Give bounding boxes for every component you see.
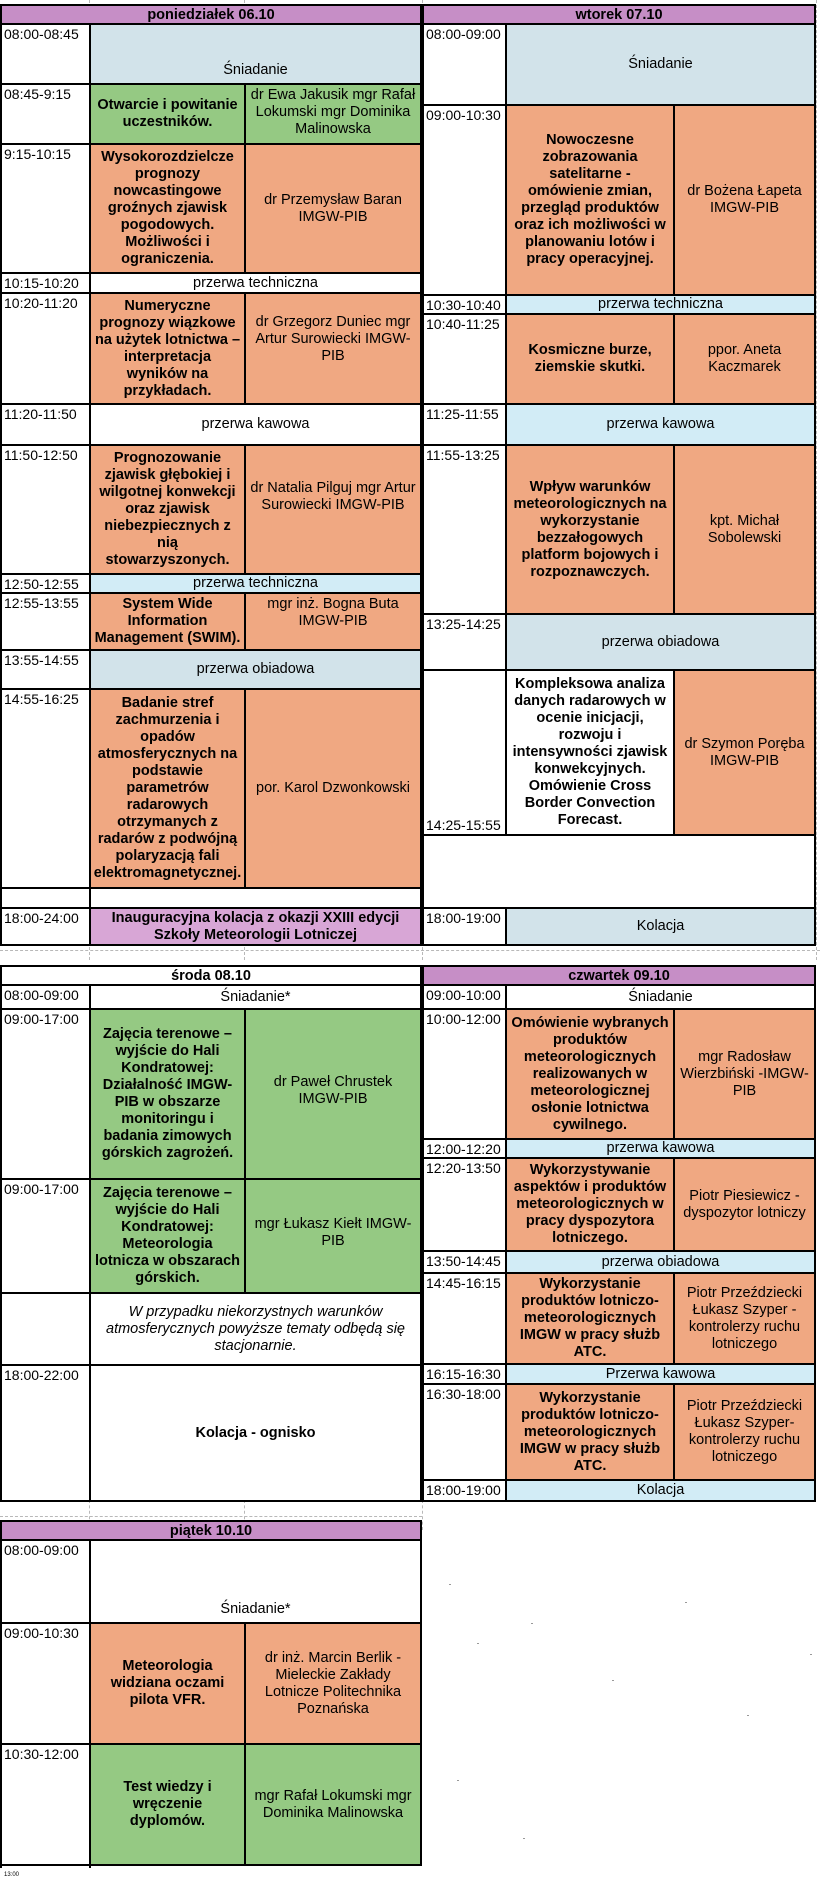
event-title: Numeryczne prognozy wiązkowe na użytek lotnictwa – interpretacja wyników na przykładach.	[89, 292, 246, 405]
time-cell: 10:30-12:00	[0, 1743, 91, 1866]
time-cell: 11:20-11:50	[0, 403, 91, 446]
time-cell: 09:00-10:30	[422, 104, 507, 296]
event-bonfire-dinner: Kolacja - ognisko	[89, 1364, 422, 1502]
time-cell: 16:15-16:30	[422, 1363, 507, 1385]
event-title: Meteorologia widziana oczami pilota VFR.	[89, 1622, 246, 1745]
event-speaker: mgr Łukasz Kiełt IMGW-PIB	[244, 1178, 422, 1294]
event-dinner: Kolacja	[505, 1479, 816, 1502]
event-speaker: mgr Radosław Wierzbiński -IMGW-PIB	[673, 1008, 816, 1140]
event-break: przerwa techniczna	[89, 573, 422, 594]
event-coffee-break: przerwa kawowa	[505, 1138, 816, 1159]
time-cell: 08:45-9:15	[0, 83, 91, 145]
time-cell: 11:55-13:25	[422, 444, 507, 615]
time-cell: 14:45-16:15	[422, 1272, 507, 1365]
time-cell: 9:15-10:15	[0, 143, 91, 274]
event-lunch-break: przerwa obiadowa	[505, 1250, 816, 1274]
time-cell: 13:00	[0, 1864, 91, 1868]
event-speaker: dr Paweł Chrustek IMGW-PIB	[244, 1008, 422, 1180]
time-cell: 09:00-10:30	[0, 1622, 91, 1745]
time-cell: 18:00-19:00	[422, 1479, 507, 1502]
weather-note: W przypadku niekorzystnych warunków atmosferycznych powyższe tematy odbędą się stacjonarnie.	[89, 1292, 422, 1366]
day-header-tuesday: wtorek 07.10	[422, 4, 816, 25]
empty-cell	[0, 887, 91, 909]
time-cell: 18:00-24:00	[0, 907, 91, 946]
time-cell: 09:00-10:00	[422, 984, 507, 1010]
time-cell: 10:15-10:20	[0, 272, 91, 294]
time-cell: 10:00-12:00	[422, 1008, 507, 1140]
time-cell: 12:55-13:55	[0, 592, 91, 651]
event-title: Wpływ warunków meteorologicznych na wykorzystanie bezzałogowych platform bojowych i rozpoznawczych.	[505, 444, 675, 615]
event-speaker: mgr Rafał Lokumski mgr Dominika Malinowska	[244, 1743, 422, 1866]
event-speaker: dr Grzegorz Duniec mgr Artur Surowiecki IMGW-PIB	[244, 292, 422, 405]
time-cell: 13:25-14:25	[422, 613, 507, 671]
event-title: Omówienie wybranych produktów meteorologicznych realizowanych w meteorologicznej osłonie lotnictwa cywilnego.	[505, 1008, 675, 1140]
time-cell: 14:55-16:25	[0, 688, 91, 889]
empty-cell	[0, 1292, 91, 1366]
time-cell: 08:00-09:00	[0, 984, 91, 1010]
time-cell: 13:55-14:55	[0, 649, 91, 690]
time-cell: 18:00-22:00	[0, 1364, 91, 1502]
day-header-wednesday: środa 08.10	[0, 965, 422, 986]
event-coffee-break: przerwa kawowa	[505, 403, 816, 446]
event-title: Zajęcia terenowe – wyjście do Hali Kondratowej: Działalność IMGW-PIB w obszarze monitoringu i badania zimowych górskich zagrożeń.	[89, 1008, 246, 1180]
time-cell: 09:00-17:00	[0, 1008, 91, 1180]
time-cell: 09:00-17:00	[0, 1178, 91, 1294]
event-speaker: ppor. Aneta Kaczmarek	[673, 313, 816, 405]
time-cell: 11:50-12:50	[0, 444, 91, 575]
event-title: System Wide Information Management (SWIM).	[89, 592, 246, 651]
time-cell: 11:25-11:55	[422, 403, 507, 446]
event-title: Zajęcia terenowe – wyjście do Hali Kondratowej: Meteorologia lotnicza w obszarach górskich.	[89, 1178, 246, 1294]
event-breakfast: Śniadanie*	[89, 1539, 422, 1624]
day-header-thursday: czwartek 09.10	[422, 965, 816, 986]
event-title: Badanie stref zachmurzenia i opadów atmosferycznych na podstawie parametrów radarowych otrzymanych z radarów z podwójną polaryzacją fali elektromagnetycznej.	[89, 688, 246, 889]
event-speaker: por. Karol Dzwonkowski	[244, 688, 422, 889]
event-breakfast: Śniadanie	[89, 23, 422, 85]
event-speaker: Piotr Przeździecki Łukasz Szyper- kontrolerzy ruchu lotniczego	[673, 1383, 816, 1481]
event-title: Wykorzystanie produktów lotniczo-meteorologicznych IMGW w pracy służb ATC.	[505, 1272, 675, 1365]
event-speaker: Piotr Piesiewicz - dyspozytor lotniczy	[673, 1157, 816, 1252]
event-opening-dinner: Inauguracyjna kolacja z okazji XXIII edycji Szkoły Meteorologii Lotniczej	[89, 907, 422, 946]
time-cell: 12:50-12:55	[0, 573, 91, 594]
event-title: Nowoczesne zobrazowania satelitarne - omówienie zmian, przegląd produktów oraz ich możliwości w planowaniu lotów i pracy operacyjnej.	[505, 104, 675, 296]
event-speaker: dr inż. Marcin Berlik - Mieleckie Zakłady Lotnicze Politechnika Poznańska	[244, 1622, 422, 1745]
event-speaker: dr Przemysław Baran IMGW-PIB	[244, 143, 422, 274]
event-break: przerwa techniczna	[505, 294, 816, 315]
event-breakfast: Śniadanie	[505, 984, 816, 1010]
time-cell: 08:00-08:45	[0, 23, 91, 85]
event-lunch-break: przerwa obiadowa	[505, 613, 816, 671]
day-header-friday: piątek 10.10	[0, 1520, 422, 1541]
time-cell: 14:25-15:55	[422, 669, 507, 836]
empty-cell	[89, 887, 422, 909]
event-title: Wysokorozdzielcze prognozy nowcastingowe groźnych zjawisk pogodowych. Możliwości i ograniczenia.	[89, 143, 246, 274]
event-speaker: Piotr Przeździecki Łukasz Szyper - kontrolerzy ruchu lotniczego	[673, 1272, 816, 1365]
event-breakfast: Śniadanie	[505, 23, 816, 106]
time-cell: 10:30-10:40	[422, 294, 507, 315]
event-coffee-break: przerwa kawowa	[89, 403, 422, 446]
time-cell: 10:20-11:20	[0, 292, 91, 405]
event-title: Kompleksowa analiza danych radarowych w ocenie inicjacji, rozwoju i intensywności zjawisk konwekcyjnych. Omówienie Cross Border Convection Forecast.	[505, 669, 675, 836]
event-coffee-break: Przerwa kawowa	[505, 1363, 816, 1385]
time-cell: 16:30-18:00	[422, 1383, 507, 1481]
time-cell: 13:50-14:45	[422, 1250, 507, 1274]
event-speaker: dr Bożena Łapeta IMGW-PIB	[673, 104, 816, 296]
time-cell: 18:00-19:00	[422, 907, 507, 946]
event-speaker: mgr inż. Bogna Buta IMGW-PIB	[244, 592, 422, 651]
time-cell: 12:20-13:50	[422, 1157, 507, 1252]
event-dinner: Kolacja	[505, 907, 816, 946]
time-cell: 12:00-12:20	[422, 1138, 507, 1159]
day-header-monday: poniedziałek 06.10	[0, 4, 422, 25]
event-title: Prognozowanie zjawisk głębokiej i wilgotnej konwekcji oraz zjawisk niebezpiecznych z nią stowarzyszonych.	[89, 444, 246, 575]
event-speaker: dr Ewa Jakusik mgr Rafał Lokumski mgr Dominika Malinowska	[244, 83, 422, 145]
empty-cell	[422, 834, 816, 909]
event-breakfast: Śniadanie*	[89, 984, 422, 1010]
event-title: Kosmiczne burze, ziemskie skutki.	[505, 313, 675, 405]
event-title: Otwarcie i powitanie uczestników.	[89, 83, 246, 145]
event-break: przerwa techniczna	[89, 272, 422, 294]
event-lunch-break: przerwa obiadowa	[89, 649, 422, 690]
event-title: Test wiedzy i wręczenie dyplomów.	[89, 1743, 246, 1866]
event-speaker: dr Szymon Poręba IMGW-PIB	[673, 669, 816, 836]
event-speaker: dr Natalia Pilguj mgr Artur Surowiecki IMGW-PIB	[244, 444, 422, 575]
event-speaker: kpt. Michał Sobolewski	[673, 444, 816, 615]
time-cell: 08:00-09:00	[0, 1539, 91, 1624]
event-title: Wykorzystanie produktów lotniczo-meteorologicznych IMGW w pracy służb ATC.	[505, 1383, 675, 1481]
time-cell: 10:40-11:25	[422, 313, 507, 405]
time-cell: 08:00-09:00	[422, 23, 507, 106]
event-title: Wykorzystywanie aspektów i produktów meteorologicznych w pracy dyspozytora lotniczego.	[505, 1157, 675, 1252]
